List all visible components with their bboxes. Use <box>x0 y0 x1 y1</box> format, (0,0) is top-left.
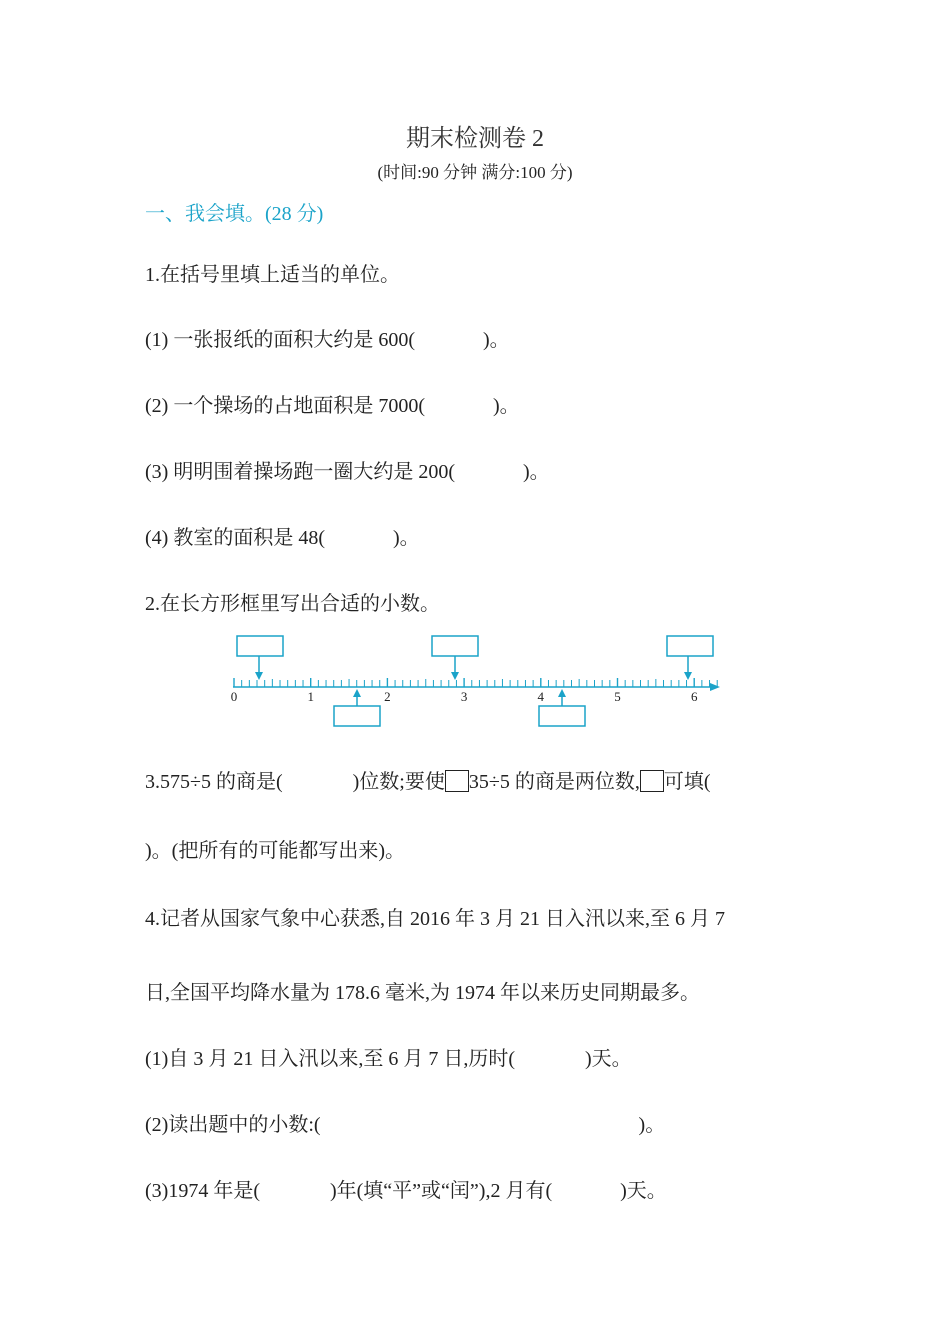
question-1-stem: 1.在括号里填上适当的单位。 <box>145 264 400 286</box>
number-line-arrow-icon <box>710 683 720 691</box>
item-text: (1) 一张报纸的面积大约是 600( <box>145 329 415 351</box>
number-line-labels <box>231 689 698 704</box>
digit-box[interactable] <box>640 770 664 792</box>
arrow-up-icon <box>558 689 566 697</box>
digit-box[interactable] <box>445 770 469 792</box>
number-line-label: 6 <box>690 689 698 704</box>
exam-info: (时间:90 分钟 满分:100 分) <box>377 163 573 182</box>
question-2-stem: 2.在长方形框里写出合适的小数。 <box>145 593 440 615</box>
question-4-sub-3 <box>145 1174 667 1203</box>
question-4-stem-line-2: 日,全国平均降水量为 178.6 毫米,为 1974 年以来历史同期最多。 <box>145 982 700 1004</box>
number-line-label: 3 <box>460 689 468 704</box>
answer-box-top-1[interactable] <box>237 636 283 680</box>
section-heading: 一、我会填。(28 分) <box>145 203 324 225</box>
q3-text-d: 可填( <box>663 771 711 793</box>
sub-text: (2)读出题中的小数:( <box>145 1114 321 1136</box>
arrow-up-icon <box>353 689 361 697</box>
question-1-item-1 <box>145 323 510 352</box>
question-3-line-2: )。(把所有的可能都写出来)。 <box>145 840 405 862</box>
item-text: (4) 教室的面积是 48( <box>145 527 325 549</box>
sub-text-b: )年(填“平”或“闰”),2 月有( <box>329 1180 553 1202</box>
arrow-down-icon <box>255 672 263 680</box>
sub-text: (1)自 3 月 21 日入汛以来,至 6 月 7 日,历时( <box>145 1048 515 1070</box>
page-title: 期末检测卷 2 <box>406 126 544 152</box>
answer-box-bottom-1[interactable] <box>334 689 380 726</box>
q3-text-c: 35÷5 的商是两位数, <box>468 771 640 793</box>
number-line-label: 1 <box>307 689 314 704</box>
sub-text-a: (3)1974 年是( <box>145 1180 260 1202</box>
q3-text-b: )位数;要使 <box>352 771 445 793</box>
question-1-item-3 <box>145 455 550 484</box>
sub-close: )天。 <box>584 1048 632 1070</box>
item-close: )。 <box>392 527 420 549</box>
q3-text-a: 3.575÷5 的商是( <box>145 771 283 793</box>
number-line-label: 5 <box>614 689 621 704</box>
item-close: )。 <box>482 329 510 351</box>
number-line-label: 2 <box>384 689 391 704</box>
question-1-item-4 <box>145 521 420 550</box>
item-text: (2) 一个操场的占地面积是 7000( <box>145 395 425 417</box>
number-line-ticks <box>234 678 717 687</box>
sub-close: )。 <box>638 1114 666 1136</box>
question-4-stem-line-1: 4.记者从国家气象中心获悉,自 2016 年 3 月 21 日入汛以来,至 6 月 7 <box>145 908 725 930</box>
question-3-line-1 <box>145 765 711 794</box>
item-text: (3) 明明围着操场跑一圈大约是 200( <box>145 461 455 483</box>
number-line-label: 0 <box>230 689 238 704</box>
question-1-item-2 <box>145 389 520 418</box>
sub-text-c: )天。 <box>620 1180 667 1202</box>
arrow-down-icon <box>684 672 692 680</box>
answer-box-top-3[interactable] <box>667 636 713 680</box>
question-4-sub-2 <box>145 1108 665 1137</box>
number-line-label: 4 <box>537 689 545 704</box>
number-line <box>220 630 740 730</box>
answer-box-bottom-2[interactable] <box>539 689 585 726</box>
item-close: )。 <box>522 461 550 483</box>
question-4-sub-1 <box>145 1042 632 1071</box>
item-close: )。 <box>492 395 520 417</box>
arrow-down-icon <box>451 672 459 680</box>
answer-box-top-2[interactable] <box>432 636 478 680</box>
